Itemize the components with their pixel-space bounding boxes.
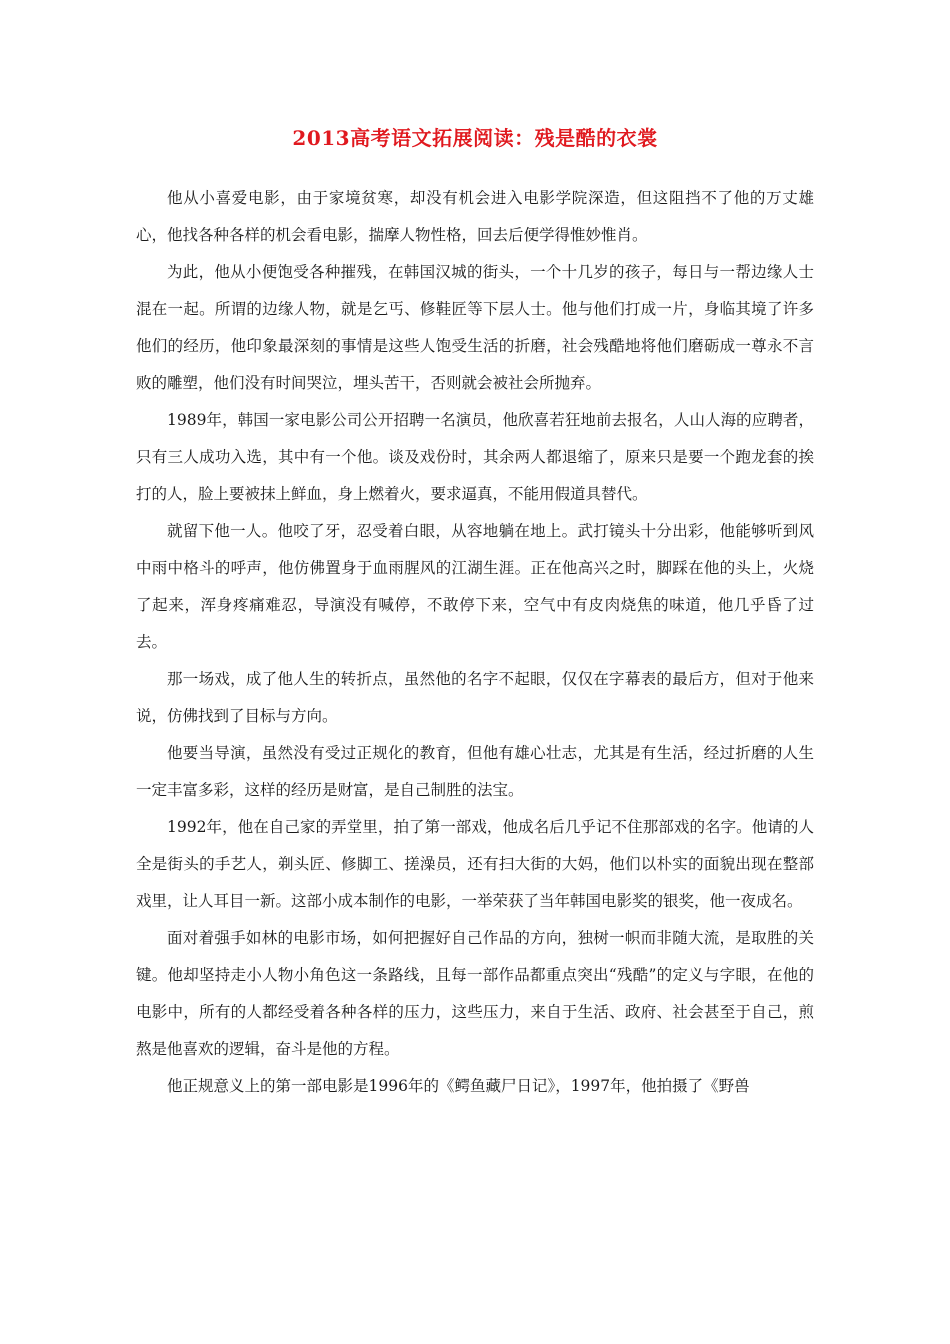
paragraph-9: 他正规意义上的第一部电影是1996年的《鳄鱼藏尸日记》，1997年，他拍摄了《野兽 [167,1077,750,1095]
paragraph-6: 他要当导演，虽然没有受过正规化的教育，但他有雄心壮志，尤其是有生活，经过折磨的人生一定丰富多彩，这样的经历是财富，是自己制胜的法宝。 [136,744,814,799]
paragraph-4: 就留下他一人。他咬了牙，忍受着白眼，从容地躺在地上。武打镜头十分出彩，他能够听到风中雨中格斗的呼声，他仿佛置身于血雨腥风的江湖生涯。正在他高兴之时，脚踩在他的头上，火烧了起来，浑身疼痛难忍，导演没有喊停，不敢停下来，空气中有皮肉烧焦的味道，他几乎昏了过去。 [136,522,814,651]
paragraph-3: 1989年，韩国一家电影公司公开招聘一名演员，他欣喜若狂地前去报名，人山人海的应聘者，只有三人成功入选，其中有一个他。谈及戏份时，其余两人都退缩了，原来只是要一个跑龙套的挨打的人，脸上要被抹上鲜血，身上燃着火，要求逼真，不能用假道具替代。 [136,411,814,503]
paragraph-1: 他从小喜爱电影，由于家境贫寒，却没有机会进入电影学院深造，但这阻挡不了他的万丈雄心，他找各种各样的机会看电影，揣摩人物性格，回去后便学得惟妙惟肖。 [136,189,814,244]
paragraph-8: 面对着强手如林的电影市场，如何把握好自己作品的方向，独树一帜而非随大流，是取胜的关键。他却坚持走小人物小角色这一条路线，且每一部作品都重点突出“残酷”的定义与字眼，在他的电影中，所有的人都经受着各种各样的压力，这些压力，来自于生活、政府、社会甚至于自己，煎熬是他喜欢的逻辑，奋斗是他的方程。 [136,929,814,1058]
paragraph-7: 1992年，他在自己家的弄堂里，拍了第一部戏，他成名后几乎记不住那部戏的名字。他请的人全是街头的手艺人，剃头匠、修脚工、搓澡员，还有扫大街的大妈，他们以朴实的面貌出现在整部戏里，让人耳目一新。这部小成本制作的电影，一举荣获了当年韩国电影奖的银奖，他一夜成名。 [136,818,814,910]
document-title: 2013高考语文拓展阅读：残是酷的衣裳 [292,126,658,150]
paragraph-2: 为此，他从小便饱受各种摧残，在韩国汉城的街头，一个十几岁的孩子，每日与一帮边缘人士混在一起。所谓的边缘人物，就是乞丐、修鞋匠等下层人士。他与他们打成一片，身临其境了许多他们的经历，他印象最深刻的事情是这些人饱受生活的折磨，社会残酷地将他们磨砺成一尊永不言败的雕塑，他们没有时间哭泣，埋头苦干，否则就会被社会所抛弃。 [136,263,814,392]
article-body [136,180,814,1105]
paragraph-5: 那一场戏，成了他人生的转折点，虽然他的名字不起眼，仅仅在字幕表的最后方，但对于他来说，仿佛找到了目标与方向。 [136,670,814,725]
